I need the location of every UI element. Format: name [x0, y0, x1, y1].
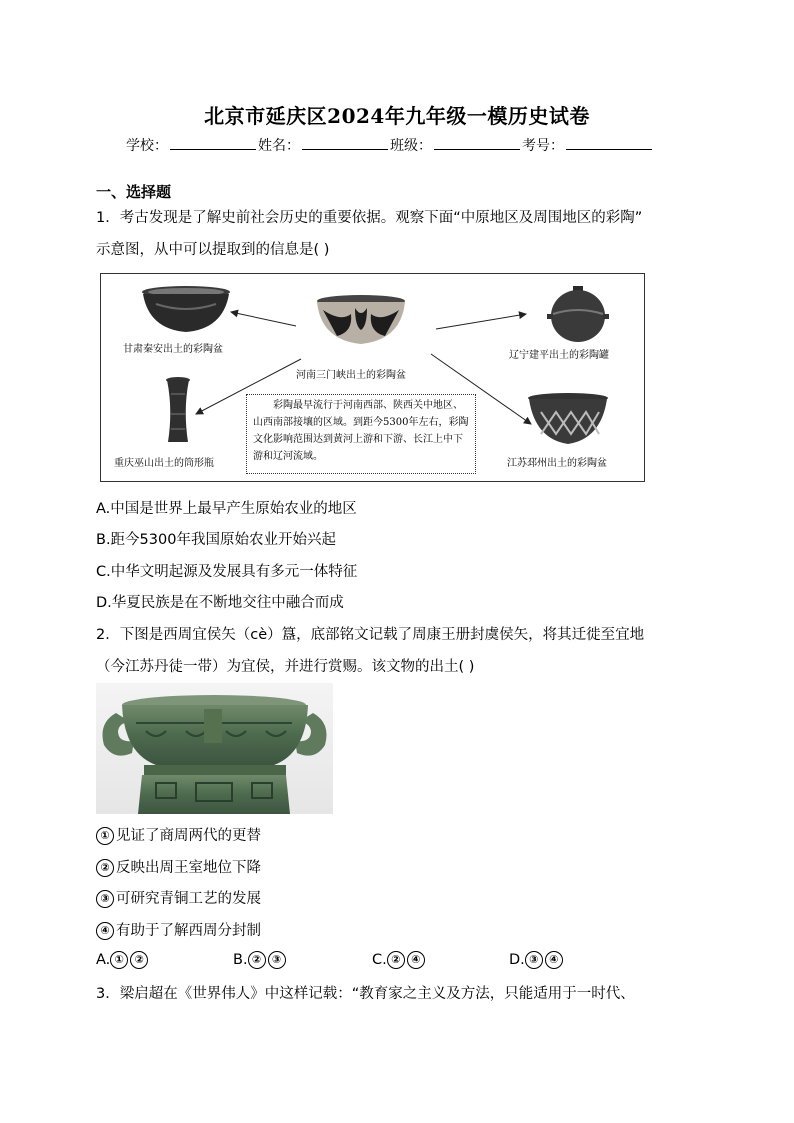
number-label: 考号：	[522, 138, 564, 154]
circle-number: ①	[110, 951, 128, 969]
jiangsu-bowl-icon	[528, 393, 608, 444]
class-label: 班级：	[390, 138, 432, 154]
name-label: 姓名：	[258, 138, 300, 154]
liaoning-jar-icon	[547, 286, 609, 342]
statement-text: 见证了商周两代的更替	[116, 828, 261, 844]
q2-statement-4	[96, 919, 261, 940]
q3-stem-line1: 3．梁启超在《世界伟人》中这样记载：“教育家之主义及方法，只能适用于一时代、	[96, 986, 635, 1002]
q2-choices	[96, 951, 736, 971]
circle-number: ④	[96, 922, 114, 940]
circle-number: ②	[96, 859, 114, 877]
bronze-gui-photo	[96, 683, 333, 814]
choice-letter: B.	[233, 952, 248, 968]
circle-number: ①	[96, 827, 114, 845]
chongqing-vase-icon	[166, 377, 190, 442]
circle-number: ④	[407, 951, 425, 969]
figure-note-box: 彩陶最早流行于河南西部、陕西关中地区、山西南部接壤的区域。到距今5300年左右，彩陶文化影响范围达到黄河上游和下游、长江上中下游和辽河流域。	[246, 394, 476, 474]
q1-stem-line1: 1．考古发现是了解史前社会历史的重要依据。观察下面“中原地区及周围地区的彩陶”	[96, 210, 643, 226]
q2-choice-b[interactable]	[233, 951, 288, 969]
q2-statement-3	[96, 887, 261, 908]
caption-liaoning: 辽宁建平出土的彩陶罐	[509, 350, 609, 361]
caption-henan: 河南三门峡出土的彩陶盆	[296, 370, 406, 381]
caption-chongqing: 重庆巫山出土的筒形瓶	[114, 458, 214, 469]
q2-statement-1	[96, 824, 261, 845]
circle-number: ③	[525, 951, 543, 969]
bronze-gui-icon	[96, 683, 333, 814]
q2-choice-d[interactable]	[509, 951, 565, 969]
q1-option-c[interactable]: C.中华文明起源及发展具有多元一体特征	[96, 564, 358, 580]
q2-statement-2	[96, 856, 261, 877]
circle-number: ②	[130, 951, 148, 969]
q2-stem-line1: 2．下图是西周宜侯矢（cè）簋，底部铭文记载了周康王册封虞侯矢，将其迁徙至宜地	[96, 627, 645, 643]
name-blank[interactable]	[302, 135, 388, 150]
henan-bowl-icon	[317, 295, 405, 344]
circle-number: ③	[268, 951, 286, 969]
q2-choice-a[interactable]	[96, 951, 150, 969]
pottery-map-figure	[100, 273, 645, 482]
caption-gansu: 甘肃秦安出土的彩陶盆	[123, 344, 223, 355]
q1-option-b[interactable]: B.距今5300年我国原始农业开始兴起	[96, 532, 336, 548]
section-heading: 一、选择题	[96, 183, 172, 201]
circle-number: ④	[545, 951, 563, 969]
q2-stem-line2: （今江苏丹徒一带）为宜侯，并进行赏赐。该文物的出土( )	[96, 659, 475, 675]
gansu-bowl-icon	[142, 286, 230, 332]
student-info-row	[126, 135, 654, 155]
statement-text: 有助于了解西周分封制	[116, 923, 261, 939]
choice-letter: D.	[509, 952, 525, 968]
caption-jiangsu: 江苏邳州出土的彩陶盆	[507, 458, 607, 469]
q2-choice-c[interactable]	[372, 951, 427, 969]
school-blank[interactable]	[170, 135, 256, 150]
q1-option-d[interactable]: D.华夏民族是在不断地交往中融合而成	[96, 595, 344, 611]
exam-title: 北京市延庆区2024年九年级一模历史试卷	[204, 104, 590, 128]
q1-stem-line2: 示意图，从中可以提取到的信息是( )	[96, 242, 330, 258]
choice-letter: C.	[372, 952, 387, 968]
class-blank[interactable]	[434, 135, 520, 150]
circle-number: ②	[387, 951, 405, 969]
school-label: 学校：	[126, 138, 168, 154]
circle-number: ②	[248, 951, 266, 969]
q1-option-a[interactable]: A.中国是世界上最早产生原始农业的地区	[96, 501, 357, 517]
number-blank[interactable]	[566, 135, 652, 150]
statement-text: 反映出周王室地位下降	[116, 860, 261, 876]
statement-text: 可研究青铜工艺的发展	[116, 891, 261, 907]
circle-number: ③	[96, 890, 114, 908]
choice-letter: A.	[96, 952, 111, 968]
